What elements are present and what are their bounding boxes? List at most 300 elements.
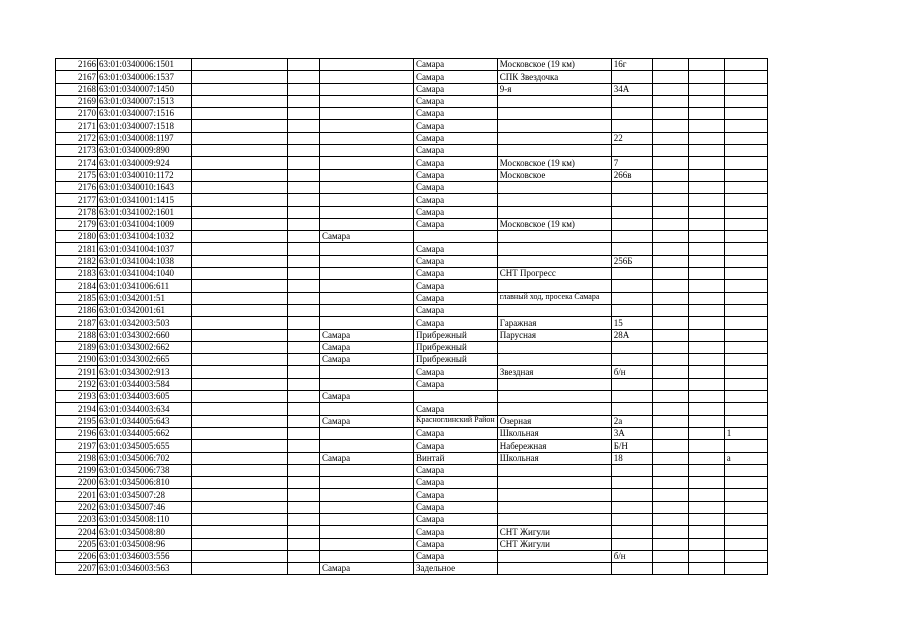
extra-cell (724, 440, 767, 452)
empty-cell (192, 550, 288, 562)
cadastral-number: 63:01:0341004:1037 (98, 243, 192, 255)
cadastral-number: 63:01:0343002:913 (98, 366, 192, 378)
table-row (56, 95, 768, 107)
cadastral-number: 63:01:0343002:660 (98, 329, 192, 341)
extra-cell (724, 206, 767, 218)
extra-cell (724, 550, 767, 562)
locality-cell: Самара (414, 304, 498, 316)
empty-cell (192, 145, 288, 157)
empty-cell (192, 513, 288, 525)
street-cell (497, 280, 611, 292)
extra-cell (724, 317, 767, 329)
street-cell: СНТ Жигули (497, 526, 611, 538)
house-cell (611, 218, 652, 230)
house-cell (611, 354, 652, 366)
house-cell: б/н (611, 550, 652, 562)
street-cell: Звездная (497, 366, 611, 378)
empty-cell (192, 169, 288, 181)
empty-cell (688, 526, 724, 538)
row-number: 2204 (56, 526, 98, 538)
cadastral-table (55, 58, 768, 575)
empty-cell (652, 354, 688, 366)
house-cell (611, 280, 652, 292)
city-cell: Самара (320, 231, 414, 243)
empty-cell (688, 538, 724, 550)
house-cell: 18 (611, 452, 652, 464)
empty-cell (192, 255, 288, 267)
row-number: 2169 (56, 95, 98, 107)
table-row (56, 231, 768, 243)
row-number: 2200 (56, 477, 98, 489)
house-cell (611, 378, 652, 390)
city-cell (320, 550, 414, 562)
empty-cell (288, 563, 320, 575)
empty-cell (288, 83, 320, 95)
street-cell: Парусная (497, 329, 611, 341)
table-body (56, 59, 768, 575)
empty-cell (192, 329, 288, 341)
row-number: 2187 (56, 317, 98, 329)
locality-cell: Самара (414, 366, 498, 378)
row-number: 2180 (56, 231, 98, 243)
row-number: 2179 (56, 218, 98, 230)
city-cell (320, 108, 414, 120)
row-number: 2202 (56, 501, 98, 513)
locality-cell: Самара (414, 378, 498, 390)
cadastral-number: 63:01:0341004:1032 (98, 231, 192, 243)
empty-cell (652, 378, 688, 390)
empty-cell (192, 108, 288, 120)
extra-cell (724, 292, 767, 304)
city-cell (320, 501, 414, 513)
table-row (56, 169, 768, 181)
locality-cell: Самара (414, 255, 498, 267)
empty-cell (288, 415, 320, 427)
empty-cell (192, 194, 288, 206)
empty-cell (688, 415, 724, 427)
empty-cell (652, 268, 688, 280)
row-number: 2183 (56, 268, 98, 280)
row-number: 2193 (56, 391, 98, 403)
street-cell (497, 95, 611, 107)
cadastral-number: 63:01:0340007:1516 (98, 108, 192, 120)
street-cell: СНТ Прогресс (497, 268, 611, 280)
table-row (56, 329, 768, 341)
extra-cell (724, 563, 767, 575)
empty-cell (192, 304, 288, 316)
extra-cell (724, 477, 767, 489)
street-cell: Озерная (497, 415, 611, 427)
cadastral-number: 63:01:0341004:1009 (98, 218, 192, 230)
cadastral-number: 63:01:0342001:51 (98, 292, 192, 304)
empty-cell (192, 526, 288, 538)
empty-cell (288, 440, 320, 452)
empty-cell (652, 71, 688, 83)
street-cell (497, 550, 611, 562)
extra-cell: 1 (724, 427, 767, 439)
house-cell: 3А (611, 427, 652, 439)
empty-cell (688, 95, 724, 107)
locality-cell: Самара (414, 206, 498, 218)
empty-cell (652, 563, 688, 575)
row-number: 2205 (56, 538, 98, 550)
table-row (56, 243, 768, 255)
house-cell: 7 (611, 157, 652, 169)
row-number: 2173 (56, 145, 98, 157)
empty-cell (288, 243, 320, 255)
empty-cell (288, 280, 320, 292)
empty-cell (288, 550, 320, 562)
table-row (56, 391, 768, 403)
empty-cell (288, 59, 320, 71)
row-number: 2185 (56, 292, 98, 304)
cadastral-number: 63:01:0340006:1501 (98, 59, 192, 71)
empty-cell (688, 391, 724, 403)
street-cell (497, 378, 611, 390)
empty-cell (652, 304, 688, 316)
extra-cell (724, 71, 767, 83)
empty-cell (192, 415, 288, 427)
empty-cell (688, 477, 724, 489)
table-row (56, 563, 768, 575)
locality-cell: Самара (414, 108, 498, 120)
empty-cell (288, 120, 320, 132)
empty-cell (652, 477, 688, 489)
cadastral-number: 63:01:0340010:1172 (98, 169, 192, 181)
empty-cell (288, 489, 320, 501)
street-cell (497, 513, 611, 525)
empty-cell (288, 71, 320, 83)
table-row (56, 132, 768, 144)
empty-cell (192, 132, 288, 144)
row-number: 2182 (56, 255, 98, 267)
table-row (56, 513, 768, 525)
locality-cell: Самара (414, 477, 498, 489)
locality-cell: Задельное (414, 563, 498, 575)
city-cell (320, 489, 414, 501)
locality-cell: Самара (414, 59, 498, 71)
empty-cell (688, 489, 724, 501)
empty-cell (288, 268, 320, 280)
row-number: 2176 (56, 181, 98, 193)
empty-cell (288, 317, 320, 329)
empty-cell (688, 243, 724, 255)
house-cell (611, 341, 652, 353)
extra-cell (724, 95, 767, 107)
cadastral-number: 63:01:0340008:1197 (98, 132, 192, 144)
city-cell: Самара (320, 563, 414, 575)
row-number: 2170 (56, 108, 98, 120)
empty-cell (652, 181, 688, 193)
empty-cell (652, 415, 688, 427)
street-cell: Московское (19 км) (497, 157, 611, 169)
empty-cell (652, 95, 688, 107)
city-cell (320, 194, 414, 206)
street-cell: Школьная (497, 427, 611, 439)
empty-cell (688, 169, 724, 181)
cadastral-number: 63:01:0343002:662 (98, 341, 192, 353)
empty-cell (652, 427, 688, 439)
empty-cell (192, 120, 288, 132)
empty-cell (192, 71, 288, 83)
empty-cell (192, 218, 288, 230)
locality-cell: Самара (414, 194, 498, 206)
city-cell (320, 218, 414, 230)
cadastral-number: 63:01:0341004:1038 (98, 255, 192, 267)
city-cell (320, 206, 414, 218)
city-cell (320, 538, 414, 550)
house-cell (611, 526, 652, 538)
extra-cell (724, 329, 767, 341)
empty-cell (288, 329, 320, 341)
empty-cell (688, 341, 724, 353)
house-cell: б/н (611, 366, 652, 378)
empty-cell (652, 513, 688, 525)
city-cell (320, 71, 414, 83)
empty-cell (688, 501, 724, 513)
table-row (56, 304, 768, 316)
extra-cell (724, 464, 767, 476)
empty-cell (688, 206, 724, 218)
empty-cell (652, 403, 688, 415)
locality-cell: Самара (414, 169, 498, 181)
empty-cell (288, 538, 320, 550)
empty-cell (688, 83, 724, 95)
empty-cell (288, 132, 320, 144)
cadastral-number: 63:01:0341006:611 (98, 280, 192, 292)
row-number: 2186 (56, 304, 98, 316)
empty-cell (192, 489, 288, 501)
house-cell (611, 206, 652, 218)
row-number: 2171 (56, 120, 98, 132)
empty-cell (652, 280, 688, 292)
cadastral-number: 63:01:0341002:1601 (98, 206, 192, 218)
extra-cell (724, 231, 767, 243)
street-cell (497, 206, 611, 218)
empty-cell (688, 292, 724, 304)
empty-cell (192, 366, 288, 378)
extra-cell (724, 243, 767, 255)
empty-cell (652, 292, 688, 304)
empty-cell (192, 403, 288, 415)
locality-cell: Самара (414, 181, 498, 193)
city-cell (320, 526, 414, 538)
house-cell (611, 391, 652, 403)
row-number: 2197 (56, 440, 98, 452)
table-row (56, 59, 768, 71)
empty-cell (192, 354, 288, 366)
empty-cell (688, 464, 724, 476)
empty-cell (288, 391, 320, 403)
house-cell (611, 243, 652, 255)
extra-cell (724, 255, 767, 267)
table-row (56, 538, 768, 550)
locality-cell: Самара (414, 526, 498, 538)
empty-cell (652, 231, 688, 243)
extra-cell (724, 501, 767, 513)
house-cell (611, 403, 652, 415)
empty-cell (192, 477, 288, 489)
city-cell (320, 59, 414, 71)
row-number: 2199 (56, 464, 98, 476)
street-cell (497, 304, 611, 316)
street-cell (497, 243, 611, 255)
empty-cell (652, 108, 688, 120)
city-cell (320, 169, 414, 181)
city-cell (320, 157, 414, 169)
document-sheet (55, 58, 768, 575)
cadastral-number: 63:01:0342001:61 (98, 304, 192, 316)
city-cell (320, 132, 414, 144)
extra-cell (724, 108, 767, 120)
table-row (56, 181, 768, 193)
cadastral-number: 63:01:0345006:738 (98, 464, 192, 476)
empty-cell (288, 427, 320, 439)
empty-cell (288, 378, 320, 390)
empty-cell (288, 304, 320, 316)
house-cell (611, 120, 652, 132)
empty-cell (288, 452, 320, 464)
street-cell (497, 489, 611, 501)
empty-cell (652, 366, 688, 378)
empty-cell (192, 317, 288, 329)
empty-cell (652, 255, 688, 267)
empty-cell (288, 206, 320, 218)
empty-cell (192, 341, 288, 353)
house-cell: 28А (611, 329, 652, 341)
table-row (56, 268, 768, 280)
house-cell (611, 95, 652, 107)
street-cell: Московское (19 км) (497, 218, 611, 230)
row-number: 2172 (56, 132, 98, 144)
cadastral-number: 63:01:0345008:96 (98, 538, 192, 550)
empty-cell (652, 206, 688, 218)
row-number: 2201 (56, 489, 98, 501)
empty-cell (652, 440, 688, 452)
street-cell (497, 145, 611, 157)
empty-cell (288, 501, 320, 513)
row-number: 2207 (56, 563, 98, 575)
empty-cell (192, 452, 288, 464)
empty-cell (652, 391, 688, 403)
street-cell (497, 181, 611, 193)
table-row (56, 194, 768, 206)
empty-cell (288, 513, 320, 525)
empty-cell (652, 132, 688, 144)
street-cell (497, 403, 611, 415)
cadastral-number: 63:01:0346003:563 (98, 563, 192, 575)
city-cell (320, 95, 414, 107)
extra-cell (724, 489, 767, 501)
empty-cell (192, 280, 288, 292)
empty-cell (192, 59, 288, 71)
empty-cell (652, 464, 688, 476)
table-row (56, 280, 768, 292)
extra-cell (724, 354, 767, 366)
extra-cell (724, 538, 767, 550)
row-number: 2184 (56, 280, 98, 292)
empty-cell (652, 157, 688, 169)
empty-cell (288, 145, 320, 157)
table-row (56, 292, 768, 304)
empty-cell (192, 501, 288, 513)
extra-cell (724, 132, 767, 144)
table-row (56, 378, 768, 390)
house-cell (611, 108, 652, 120)
street-cell (497, 132, 611, 144)
city-cell (320, 83, 414, 95)
table-row (56, 157, 768, 169)
city-cell (320, 292, 414, 304)
empty-cell (288, 477, 320, 489)
empty-cell (288, 341, 320, 353)
street-cell (497, 477, 611, 489)
empty-cell (688, 403, 724, 415)
table-row (56, 317, 768, 329)
empty-cell (652, 538, 688, 550)
empty-cell (192, 464, 288, 476)
house-cell (611, 501, 652, 513)
empty-cell (192, 391, 288, 403)
cadastral-number: 63:01:0345008:110 (98, 513, 192, 525)
cadastral-number: 63:01:0344003:584 (98, 378, 192, 390)
locality-cell (414, 391, 498, 403)
locality-cell: Самара (414, 120, 498, 132)
empty-cell (652, 501, 688, 513)
locality-cell: Прибрежный (414, 329, 498, 341)
street-cell (497, 120, 611, 132)
table-row (56, 464, 768, 476)
cadastral-number: 63:01:0345006:810 (98, 477, 192, 489)
empty-cell (688, 231, 724, 243)
house-cell (611, 489, 652, 501)
empty-cell (688, 550, 724, 562)
empty-cell (192, 538, 288, 550)
city-cell (320, 181, 414, 193)
locality-cell (414, 231, 498, 243)
city-cell (320, 366, 414, 378)
empty-cell (688, 120, 724, 132)
house-cell (611, 513, 652, 525)
house-cell: 16г (611, 59, 652, 71)
city-cell: Самара (320, 329, 414, 341)
street-cell (497, 563, 611, 575)
extra-cell (724, 169, 767, 181)
house-cell (611, 231, 652, 243)
cadastral-number: 63:01:0345008:80 (98, 526, 192, 538)
empty-cell (688, 71, 724, 83)
table-row (56, 255, 768, 267)
street-cell (497, 354, 611, 366)
table-row (56, 501, 768, 513)
cadastral-number: 63:01:0344003:605 (98, 391, 192, 403)
street-cell: СНТ Жигули (497, 538, 611, 550)
empty-cell (652, 452, 688, 464)
extra-cell (724, 391, 767, 403)
table-row (56, 218, 768, 230)
locality-cell: Прибрежный (414, 354, 498, 366)
empty-cell (652, 59, 688, 71)
empty-cell (688, 59, 724, 71)
cadastral-number: 63:01:0340009:924 (98, 157, 192, 169)
empty-cell (288, 292, 320, 304)
empty-cell (288, 95, 320, 107)
empty-cell (688, 157, 724, 169)
table-row (56, 440, 768, 452)
empty-cell (652, 526, 688, 538)
street-cell: СПК Звездочка (497, 71, 611, 83)
locality-cell: Самара (414, 83, 498, 95)
